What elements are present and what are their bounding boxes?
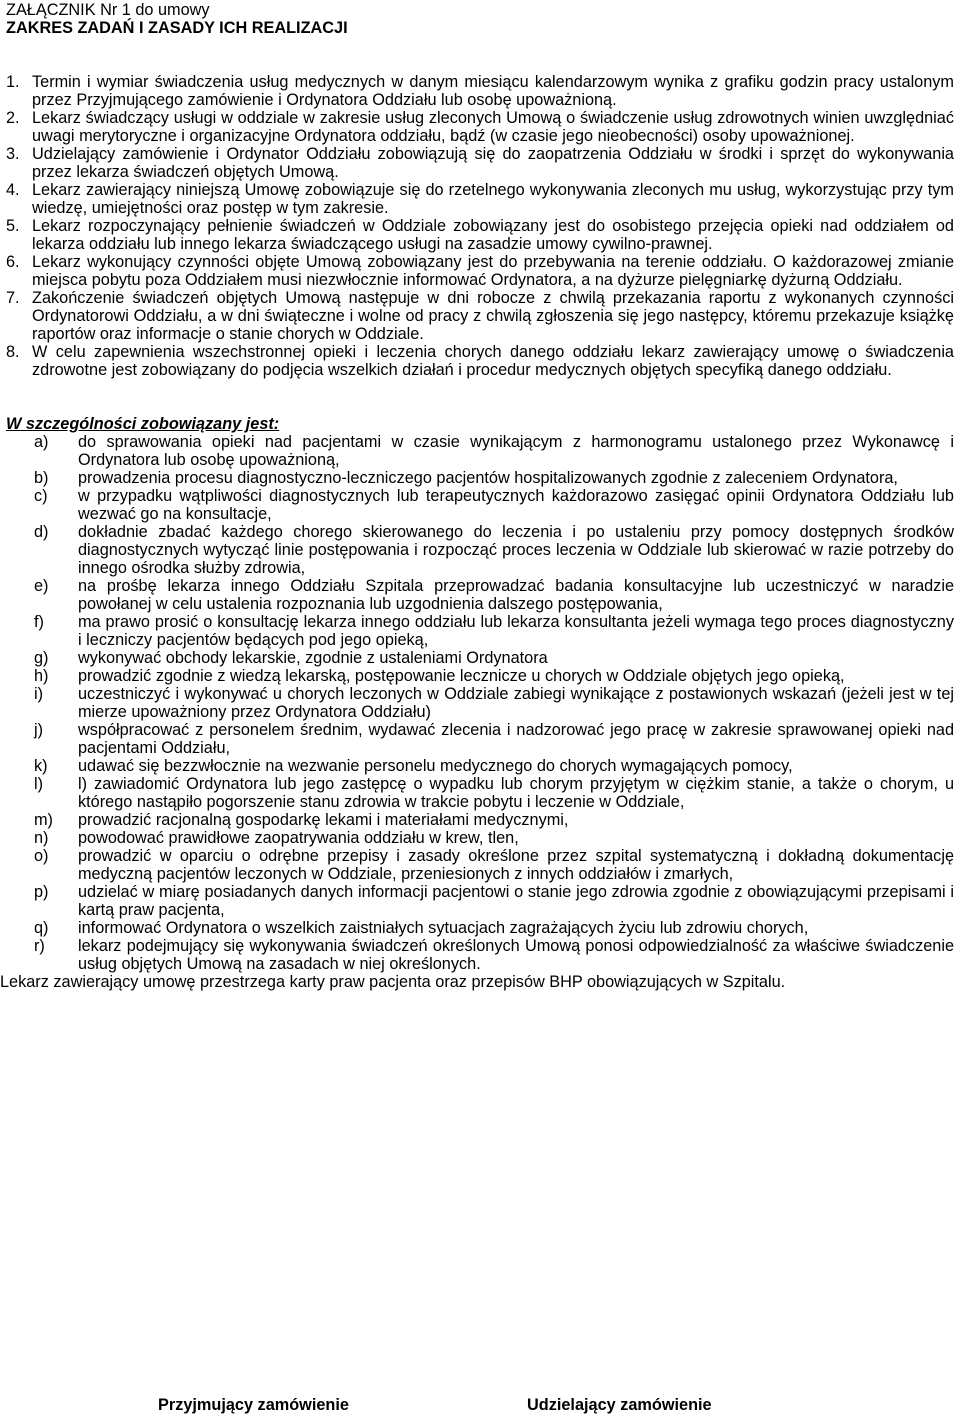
list-item <box>6 253 954 289</box>
item-letter: n) <box>34 829 49 847</box>
list-item <box>6 289 954 343</box>
list-item <box>6 847 954 883</box>
list-item <box>6 613 954 649</box>
item-letter: j) <box>34 721 44 739</box>
annex-title: ZAŁĄCZNIK Nr 1 do umowy <box>6 1 210 19</box>
item-text: ma prawo prosić o konsultację lekarza innego oddziału lub lekarza konsultanta jeżeli wymaga tego proces diagnostyczny i leczniczy pacjentów będących pod jego opieką, <box>78 613 954 649</box>
item-letter: k) <box>34 757 48 775</box>
point-number: 3. <box>6 145 20 163</box>
list-item <box>6 775 954 811</box>
point-number: 4. <box>6 181 20 199</box>
list-item <box>6 73 954 109</box>
item-letter: h) <box>34 667 49 685</box>
list-item <box>6 433 954 469</box>
list-item <box>6 217 954 253</box>
point-number: 2. <box>6 109 20 127</box>
item-text: lekarz podejmujący się wykonywania świadczeń określonych Umową ponosi odpowiedzialność za właściwe świadczenie usług objętych Umową na zasadach w niej określonych. <box>78 937 954 973</box>
list-item <box>6 811 954 829</box>
list-item <box>6 667 954 685</box>
list-item <box>6 649 954 667</box>
obligations-list <box>6 433 954 973</box>
item-text: prowadzić racjonalną gospodarkę lekami i materiałami medycznymi, <box>78 811 569 829</box>
list-item <box>6 109 954 145</box>
point-text: Lekarz świadczący usługi w oddziale w zakresie usług zleconych Umową o świadczenie usług zdrowotnych winien uwzględniać uwagi merytoryczne i organizacyjne Ordynatora oddziału, bądź (w czasie jego nieobecności) osoby upoważnionej. <box>32 109 954 145</box>
closing-statement: Lekarz zawierający umowę przestrzega karty praw pacjenta oraz przepisów BHP obowiązujących w Szpitalu. <box>0 973 786 991</box>
item-letter: m) <box>34 811 53 829</box>
point-text: Termin i wymiar świadczenia usług medycznych w danym miesiącu kalendarzowym wynika z grafiku godzin pracy ustalonym przez Przyjmującego zamówienie i Ordynatora Oddziału lub osobę upoważnioną. <box>32 73 954 109</box>
list-item <box>6 757 954 775</box>
item-letter: d) <box>34 523 49 541</box>
list-item <box>6 343 954 379</box>
item-letter: e) <box>34 577 49 595</box>
item-text: l) zawiadomić Ordynatora lub jego zastępcę o wypadku lub chorym przyjętym w ciężkim stanie, a także o chorym, u którego nastąpiło pogorszenie stanu zdrowia w trakcie pobytu i leczenie w Oddziale, <box>78 775 954 811</box>
item-text: uczestniczyć i wykonywać u chorych leczonych w Oddziale zabiegi wynikające z postawionych wskazań (jeżeli jest w tej mierze upoważniony przez Ordynatora Oddziału) <box>78 685 954 721</box>
item-letter: l) <box>34 775 44 793</box>
signature-contractor: Udzielający zamówienie <box>527 1396 712 1414</box>
item-text: dokładnie zbadać każdego chorego skierowanego do leczenia i po ustaleniu przy pomocy dostępnych środków diagnostycznych wytycząć linie postępowania i rozpocząć proces leczenia w Oddziale lub skierować w razie potrzeby do innego ośrodka służby zdrowia, <box>78 523 954 577</box>
list-item <box>6 721 954 757</box>
list-item <box>6 577 954 613</box>
item-text: informować Ordynatora o wszelkich zaistniałych sytuacjach zagrażających życiu lub zdrowiu chorych, <box>78 919 809 937</box>
list-item <box>6 145 954 181</box>
point-text: Zakończenie świadczeń objętych Umową następuje w dni robocze z chwilą przekazania raportu z wykonanych czynności Ordynatorowi Oddziału, a w dni świąteczne i wolne od pracy z chwilą zgłoszenia się jego następcy, któremu przekazuje książkę raportów oraz informacje o stanie chorych w Oddziale. <box>32 289 954 343</box>
item-text: prowadzenia procesu diagnostyczno-leczniczego pacjentów hospitalizowanych zgodnie z zaleceniem Ordynatora, <box>78 469 898 487</box>
item-letter: o) <box>34 847 49 865</box>
point-text: Lekarz zawierający niniejszą Umowę zobowiązuje się do rzetelnego wykonywania zleconych mu usług, wykorzystując przy tym wiedzę, umiejętności oraz postęp w tym zakresie. <box>32 181 954 217</box>
item-text: współpracować z personelem średnim, wydawać zlecenia i nadzorować jego pracę w zakresie sprawowanej opieki nad pacjentami Oddziału, <box>78 721 954 757</box>
list-item <box>6 685 954 721</box>
item-text: udawać się bezzwłocznie na wezwanie personelu medycznego do chorych wymagających pomocy, <box>78 757 793 775</box>
item-text: udzielać w miarę posiadanych danych informacji pacjentowi o stanie jego zdrowia zgodnie z obowiązującymi przepisami i kartą praw pacjenta, <box>78 883 954 919</box>
item-text: wykonywać obchody lekarskie, zgodnie z ustaleniami Ordynatora <box>78 649 548 667</box>
item-letter: r) <box>34 937 45 955</box>
list-item <box>6 829 954 847</box>
item-letter: g) <box>34 649 49 667</box>
item-letter: b) <box>34 469 49 487</box>
point-text: Lekarz wykonujący czynności objęte Umową zobowiązany jest do przebywania na terenie oddziału. O każdorazowej zmianie miejsca pobytu poza Oddziałem musi niezwłocznie informować Ordynatora, a na dyżurze pielęgniarkę dyżurną Oddziału. <box>32 253 954 289</box>
item-letter: f) <box>34 613 44 631</box>
item-letter: i) <box>34 685 44 703</box>
list-item <box>6 469 954 487</box>
list-item <box>6 523 954 577</box>
list-item <box>6 937 954 973</box>
signature-ordering-party: Przyjmujący zamówienie <box>158 1396 349 1414</box>
point-number: 1. <box>6 73 20 91</box>
item-text: prowadzić w oparciu o odrębne przepisy i zasady określone przez szpital systematyczną i dokładną dokumentację medyczną pacjentów leczonych w Oddziale, przeniesionych z innych oddziałów i zmarłych, <box>78 847 954 883</box>
item-text: na prośbę lekarza innego Oddziału Szpitala przeprowadzać badania konsultacyjne lub uczestniczyć w naradzie powołanej w celu ustalenia rozpoznania lub uzgodnienia dalszego postępowania, <box>78 577 954 613</box>
point-number: 7. <box>6 289 20 307</box>
obligations-heading: W szczególności zobowiązany jest: <box>6 415 280 433</box>
item-letter: q) <box>34 919 49 937</box>
item-letter: c) <box>34 487 48 505</box>
item-text: powodować prawidłowe zaopatrywania oddziału w krew, tlen, <box>78 829 519 847</box>
point-text: Lekarz rozpoczynający pełnienie świadczeń w Oddziale zobowiązany jest do osobistego przejęcia opieki nad oddziałem od lekarza oddziału lub innego lekarza świadczącego usługi na zasadzie umowy cywilno-prawnej. <box>32 217 954 253</box>
item-text: do sprawowania opieki nad pacjentami w czasie wynikającym z harmonogramu ustalonego przez Wykonawcę i Ordynatora lub osobę upoważnioną, <box>78 433 954 469</box>
numbered-points <box>6 73 954 379</box>
point-number: 5. <box>6 217 20 235</box>
list-item <box>6 181 954 217</box>
spacer <box>6 37 960 73</box>
list-item <box>6 883 954 919</box>
point-text: Udzielający zamówienie i Ordynator Oddziału zobowiązują się do zaopatrzenia Oddziału w środki i sprzęt do wykonywania przez lekarza świadczeń objętych Umową. <box>32 145 954 181</box>
document-heading: ZAKRES ZADAŃ I ZASADY ICH REALIZACJI <box>6 19 348 37</box>
point-text: W celu zapewnienia wszechstronnej opieki i leczenia chorych danego oddziału lekarz zawierający umowę o świadczenia zdrowotne jest zobowiązany do podjęcia wszelkich działań i procedur medycznych objętych specyfiką danego oddziału. <box>32 343 954 379</box>
list-item <box>6 919 954 937</box>
point-number: 6. <box>6 253 20 271</box>
item-text: w przypadku wątpliwości diagnostycznych lub terapeutycznych każdorazowo zasięgać opinii Ordynatora Oddziału lub wezwać go na konsultacje, <box>78 487 954 523</box>
item-letter: p) <box>34 883 49 901</box>
point-number: 8. <box>6 343 20 361</box>
item-letter: a) <box>34 433 49 451</box>
item-text: prowadzić zgodnie z wiedzą lekarską, postępowanie lecznicze u chorych w Oddziale objętych jego opieką, <box>78 667 845 685</box>
list-item <box>6 487 954 523</box>
